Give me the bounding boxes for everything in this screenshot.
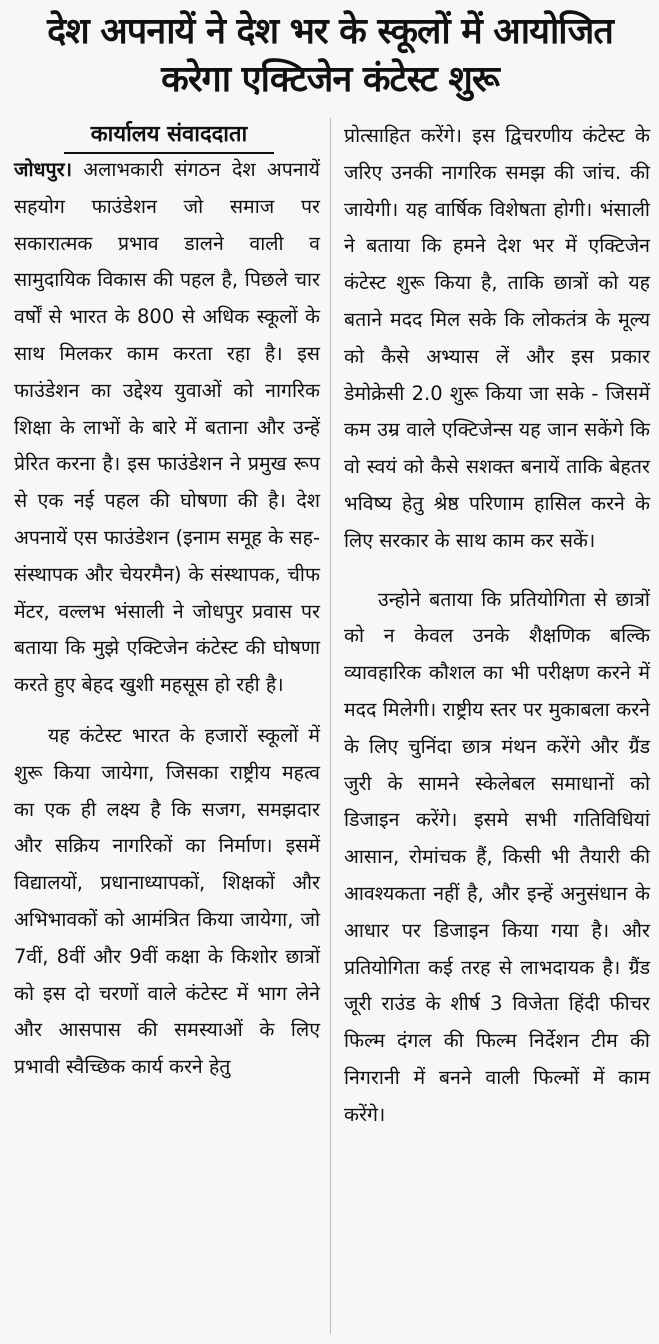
- dateline: जोधपुर।: [14, 158, 72, 181]
- article-column-left: [14, 152, 320, 1086]
- paragraph-1: [14, 152, 320, 704]
- column-divider: [330, 118, 331, 1334]
- paragraph-3: प्रोत्साहित करेंगे। इस द्विचरणीय कंटेस्ट के जरिए उनकी नागरिक समझ की जांच. की जायेगी। यह वार्षिक विशेषता होगी। भंसाली ने बताया कि हमने देश भर में एक्टिजेन कंटेस्ट शुरू किया है, ताकि छात्रों को यह बताने मदद मिल सके कि लोकतंत्र के मूल्य को कैसे अभ्यास लें और इस प्रकार डेमोक्रेसी 2.0 शुरू किया जा सके - जिसमें कम उम्र वाले एक्टिजेन्स यह जान सकेंगे कि वो स्वयं को कैसे सशक्त बनायें ताकि बेहतर भविष्य हेतु श्रेष्ठ परिणाम हासिल करने के लिए सरकार के साथ काम कर सकें।: [344, 124, 650, 552]
- byline: कार्यालय संवाददाता: [64, 118, 274, 154]
- article-column-right: [344, 118, 650, 1134]
- paragraph-1-text: अलाभकारी संगठन देश अपनायें सहयोग फाउंडेशन जो समाज पर सकारात्मक प्रभाव डालने वाली व सामुदायिक विकास की पहल है, पिछले चार वर्षों से भारत के 800 से अधिक स्कूलों के साथ मिलकर काम करता रहा है। इस फाउंडेशन का उद्देश्य युवाओं को नागरिक शिक्षा के लाभों के बारे में बताना और उन्हें प्रेरित करना है। इस फाउंडेशन ने प्रमुख रूप से एक नई पहल की घोषणा की है। देश अपनायें एस फाउंडेशन (इनाम समूह के सह-संस्थापक और चेयरमैन) के संस्थापक, चीफ मेंटर, वल्लभ भंसाली ने जोधपुर प्रवास पर बताया कि मुझे एक्टिजेन कंटेस्ट की घोषणा करते हुए बेहद खुशी महसूस हो रही है।: [14, 158, 320, 697]
- article-headline: देश अपनायें ने देश भर के स्कूलों में आयोजित करेगा एक्टिजेन कंटेस्ट शुरू: [47, 11, 613, 100]
- paragraph-4: उन्होने बताया कि प्रतियोगिता से छात्रों को न केवल उनके शैक्षणिक बल्कि व्यावहारिक कौशल का भी परीक्षण करने में मदद मिलेगी। राष्ट्रीय स्तर पर मुकाबला करने के लिए चुनिंदा छात्र मंथन करेंगे और ग्रैंड जुरी के सामने स्केलेबल समाधानों को डिजाइन करेंगे। इसमे सभी गतिविधियां आसान, रोमांचक हैं, किसी भी तैयारी की आवश्यकता नहीं है, और इन्हें अनुसंधान के आधार पर डिजाइन किया गया है। और प्रतियोगिता कई तरह से लाभदायक है। ग्रैंड जूरी राउंड के शीर्ष 3 विजेता हिंदी फीचर फिल्म दंगल की फिल्म निर्देशन टीम की निगरानी में बनने वाली फिल्मों में काम करेंगे।: [344, 587, 650, 1126]
- paragraph-2: यह कंटेस्ट भारत के हजारों स्कूलों में शुरू किया जायेगा, जिसका राष्ट्रीय महत्व का एक ही लक्ष्य है कि सजग, समझदार और सक्रिय नागरिकों का निर्माण। इसमें विद्यालयों, प्रधानाध्यापकों, शिक्षकों और अभिभावकों को आमंत्रित किया जायेगा, जो 7वीं, 8वीं और 9वीं कक्षा के किशोर छात्रों को इस दो चरणों वाले कंटेस्ट में भाग लेने और आसपास की समस्याओं के लिए प्रभावी स्वैच्छिक कार्य करने हेतु: [14, 723, 320, 1079]
